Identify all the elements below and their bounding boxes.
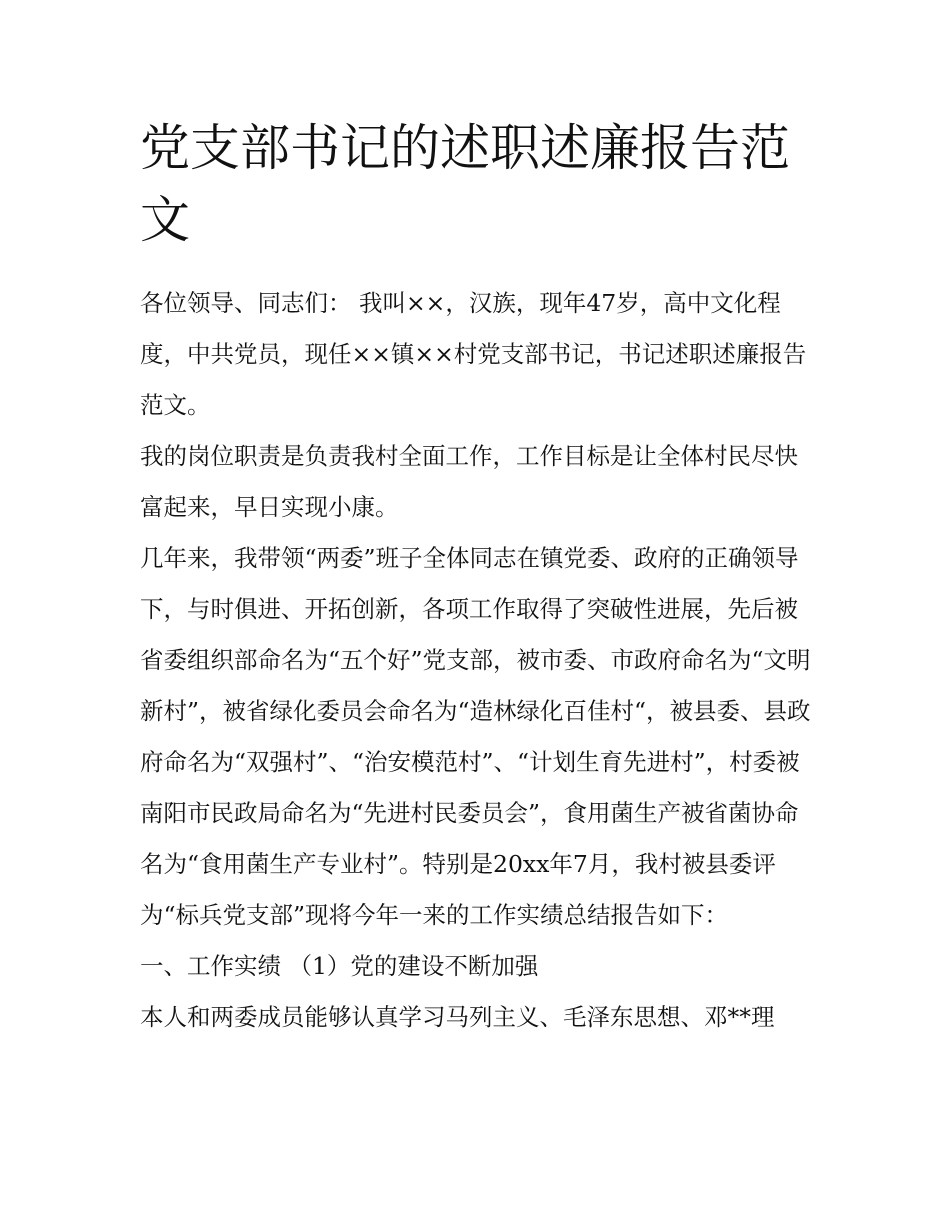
- paragraph-achievements: 几年来，我带领“两委”班子全体同志在镇党委、政府的正确领导下，与时俱进、开拓创新，各项工作取得了突破性进展，先后被省委组织部命名为“五个好”党支部，被市委、市政府命名为“文明新村”，被省绿化委员会命名为“造林绿化百佳村“，被县委、县政府命名为“双强村”、“治安模范村”、“计划生育先进村”，村委被南阳市民政局命名为“先进村民委员会”，食用菌生产被省菌协命名为“食用菌生产专业村”。特别是20xx年7月，我村被县委评为“标兵党支部”现将今年一来的工作实绩总结报告如下：: [140, 544, 811, 929]
- section-heading: 一、工作实绩 （1）党的建设不断加强: [140, 952, 539, 980]
- paragraph-duties: 我的岗位职责是负责我村全面工作，工作目标是让全体村民尽快富起来，早日实现小康。: [140, 442, 798, 521]
- document-content: [140, 112, 812, 1043]
- paragraph-study: 本人和两委成员能够认真学习马列主义、毛泽东思想、邓**理: [140, 1003, 775, 1031]
- document-body: [140, 278, 812, 1043]
- document-title: 党支部书记的述职述廉报告范文: [140, 119, 790, 249]
- paragraph-greeting: 各位领导、同志们： 我叫××，汉族，现年47岁，高中文化程度，中共党员，现任××镇××村党支部书记，书记述职述廉报告范文。: [140, 289, 807, 419]
